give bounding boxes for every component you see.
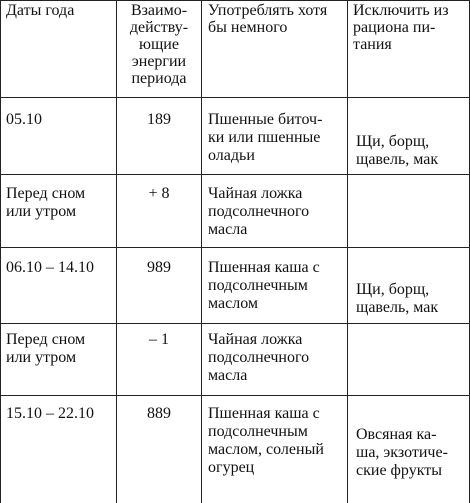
row-energy: 189: [147, 111, 171, 128]
row-divider: [0, 97, 470, 98]
row-energy: 989: [147, 259, 171, 276]
row-divider: [0, 247, 470, 248]
row-exclude: Щи, борщ, щавель, мак: [356, 281, 439, 316]
row-energy: – 1: [149, 331, 169, 348]
row-use: Пшенная каша с подсолнечным маслом: [208, 259, 320, 312]
col-divider: [0, 0, 1, 503]
header-energy: Взаимо- действу- ющие энергии периода: [129, 2, 189, 87]
row-use: Чайная ложка подсолнечного масла: [208, 331, 310, 384]
row-date: 05.10: [6, 111, 42, 128]
row-divider: [0, 174, 470, 175]
row-date: Перед сном или утром: [6, 331, 86, 366]
header-exclude: Исключить из рациона пи- тания: [353, 2, 449, 53]
row-divider: [0, 0, 470, 1]
row-date: 06.10 – 14.10: [6, 259, 94, 276]
header-dates: Даты года: [6, 2, 75, 19]
row-exclude: Щи, борщ, щавель, мак: [356, 133, 439, 168]
row-energy: 889: [147, 405, 171, 422]
col-divider: [201, 0, 202, 503]
row-use: Чайная ложка подсолнечного масла: [208, 185, 310, 238]
header-use: Употреблять хотя бы немного: [208, 2, 328, 36]
row-divider: [0, 395, 470, 396]
row-date: Перед сном или утром: [6, 185, 86, 220]
row-use: Пшенная каша с подсолнечным маслом, соленый огурец: [208, 405, 324, 476]
row-divider: [0, 323, 470, 324]
row-use: Пшенные биточ- ки или пшенные оладьи: [208, 111, 323, 164]
row-energy: + 8: [148, 185, 170, 202]
row-exclude: Овсяная ка- ша, экзотиче- ские фрукты: [356, 426, 448, 479]
row-date: 15.10 – 22.10: [6, 405, 94, 422]
col-divider: [347, 0, 348, 503]
